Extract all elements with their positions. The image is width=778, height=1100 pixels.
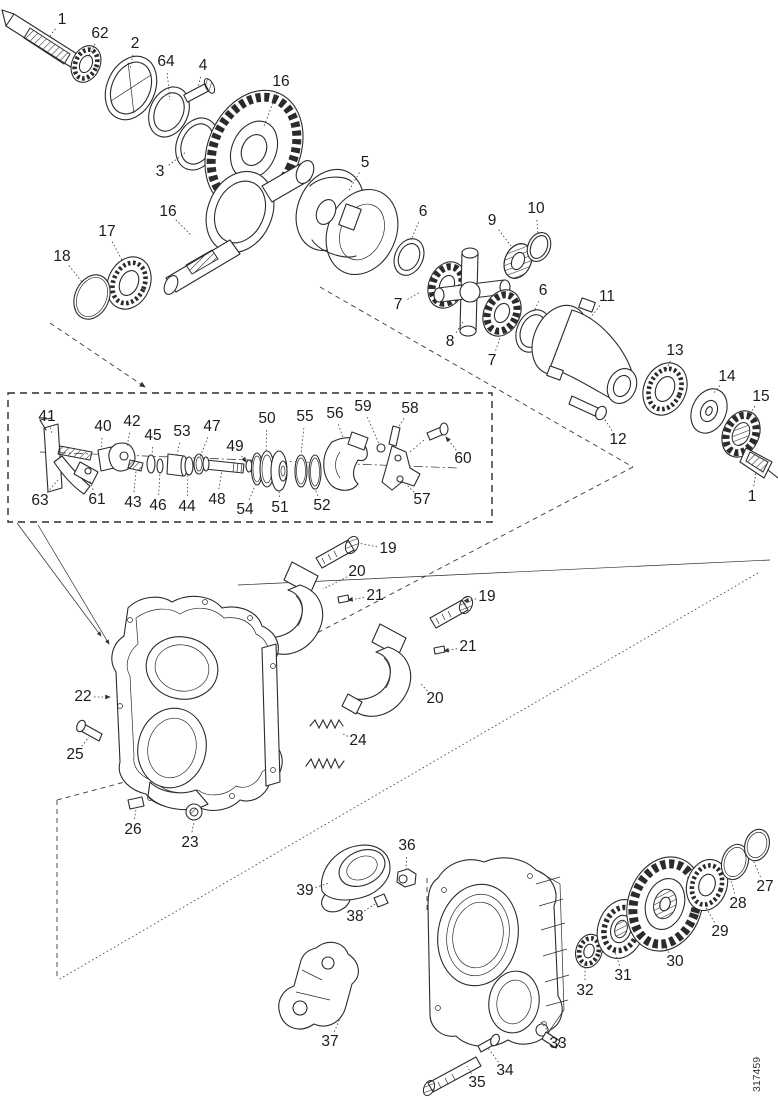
part-pin-21b (434, 646, 445, 654)
callout-38: 38 (346, 908, 364, 926)
part-bracket-37 (279, 942, 359, 1029)
callout-15: 15 (752, 388, 770, 406)
callout-23: 23 (181, 834, 199, 852)
callout-leader-54 (249, 486, 255, 500)
callout-29: 29 (711, 923, 729, 941)
callout-leader-28 (730, 878, 735, 893)
part-ring-55 (295, 455, 307, 487)
part-pinion-shaft-16 (161, 158, 317, 297)
part-bolt-60 (410, 423, 448, 452)
callout-leader-9 (499, 230, 511, 246)
callout-20: 20 (426, 690, 444, 708)
callout-3: 3 (155, 163, 165, 181)
callout-27: 27 (756, 878, 774, 896)
callout-44: 44 (178, 498, 196, 516)
callout-leader-50 (266, 430, 267, 452)
callout-leader-48 (219, 470, 222, 489)
part-pin-26 (128, 797, 144, 809)
callout-leader-7 (407, 292, 420, 299)
part-bearing-13 (635, 356, 695, 422)
callout-leader-34 (488, 1048, 498, 1062)
callout-64: 64 (157, 53, 175, 71)
callout-leader-58 (398, 418, 404, 428)
callout-14: 14 (718, 368, 736, 386)
callout-leader-27 (753, 860, 761, 877)
part-lever-57 (382, 446, 420, 490)
callout-leader-1 (50, 29, 55, 36)
callout-7: 7 (487, 352, 497, 370)
callout-16: 16 (159, 203, 177, 221)
callout-leader-60 (446, 437, 456, 450)
callout-31: 31 (614, 967, 632, 985)
callout-leader-19 (358, 543, 377, 547)
callout-2: 2 (130, 35, 140, 53)
callout-11: 11 (598, 288, 616, 306)
callout-58: 58 (401, 400, 419, 418)
callout-61: 61 (88, 491, 106, 509)
callout-19: 19 (379, 540, 397, 558)
callout-45: 45 (144, 427, 162, 445)
callout-17: 17 (98, 223, 116, 241)
part-plug-38 (374, 894, 388, 907)
callout-leader-21 (348, 598, 364, 600)
callout-26: 26 (124, 821, 142, 839)
callout-25: 25 (66, 746, 84, 764)
callout-53: 53 (173, 423, 191, 441)
callout-19: 19 (478, 588, 496, 606)
callout-51: 51 (271, 499, 289, 517)
part-bolt-19b (430, 594, 475, 628)
callout-40: 40 (94, 418, 112, 436)
callout-22: 22 (74, 688, 92, 706)
callout-12: 12 (609, 431, 627, 449)
part-pin-43 (128, 460, 143, 471)
callout-59: 59 (354, 398, 372, 416)
callout-21: 21 (459, 638, 477, 656)
callout-47: 47 (203, 418, 221, 436)
callout-41: 41 (38, 408, 56, 426)
callout-leader-56 (338, 424, 343, 438)
callout-60: 60 (454, 450, 472, 468)
callout-leader-24 (343, 734, 348, 736)
part-fork-20b (342, 624, 411, 716)
callout-7: 7 (393, 296, 403, 314)
part-pin-46 (157, 459, 163, 473)
callout-leader-20 (323, 577, 347, 589)
figure-code: 317459 (751, 1056, 763, 1092)
callout-36: 36 (398, 837, 416, 855)
callout-leader-38 (364, 904, 375, 911)
callout-62: 62 (91, 25, 109, 43)
part-ball-59 (377, 444, 385, 452)
callout-leader-59 (367, 417, 379, 444)
part-front-case-22 (112, 596, 282, 810)
callout-50: 50 (258, 410, 276, 428)
callout-leader-53 (177, 443, 180, 455)
part-washer-44 (185, 457, 193, 475)
part-washer-45 (147, 455, 155, 473)
callout-39: 39 (296, 882, 314, 900)
callout-leader-17 (112, 242, 123, 262)
callout-leader-7 (496, 338, 500, 351)
callout-leader-55 (301, 428, 304, 455)
callout-9: 9 (487, 212, 497, 230)
callout-1: 1 (747, 488, 757, 506)
callout-8: 8 (445, 333, 455, 351)
callout-52: 52 (313, 497, 331, 515)
part-plug-23 (186, 804, 202, 820)
callout-57: 57 (413, 491, 431, 509)
callout-42: 42 (123, 413, 141, 431)
callout-46: 46 (149, 497, 167, 515)
callout-55: 55 (296, 408, 314, 426)
callout-63: 63 (31, 492, 49, 510)
part-block-53 (167, 454, 187, 476)
part-output-shaft-stub (740, 448, 778, 478)
callout-leader-49 (242, 456, 246, 462)
part-rod-48 (203, 457, 244, 473)
part-bolt-12 (569, 396, 608, 421)
callout-35: 35 (468, 1074, 486, 1092)
callout-24: 24 (349, 732, 367, 750)
callout-leader-36 (406, 857, 407, 870)
callout-10: 10 (527, 200, 545, 218)
callout-5: 5 (360, 154, 370, 172)
callout-13: 13 (666, 342, 684, 360)
callout-56: 56 (326, 405, 344, 423)
part-rear-case-33 (428, 858, 569, 1047)
callout-6: 6 (418, 203, 428, 221)
callout-leader-16 (176, 220, 192, 236)
callout-32: 32 (576, 982, 594, 1000)
callout-16: 16 (272, 73, 290, 91)
part-ring-52 (309, 455, 321, 489)
callout-30: 30 (666, 953, 684, 971)
callout-18: 18 (53, 248, 71, 266)
part-pin-58 (389, 426, 400, 446)
callout-leader-26 (135, 809, 136, 819)
callout-48: 48 (208, 491, 226, 509)
callout-leader-21 (444, 649, 457, 651)
callout-20: 20 (348, 563, 366, 581)
callout-54: 54 (236, 501, 254, 519)
callout-21: 21 (366, 587, 384, 605)
part-fitting-36 (397, 869, 416, 887)
callout-leader-10 (537, 220, 538, 234)
callout-49: 49 (226, 438, 244, 456)
callout-leader-18 (69, 266, 82, 282)
part-pin-21a (338, 595, 349, 603)
callout-34: 34 (496, 1062, 514, 1080)
callout-leader-52 (315, 489, 318, 496)
callout-leader-46 (159, 472, 160, 495)
callout-leader-47 (200, 437, 208, 457)
callout-37: 37 (321, 1033, 339, 1051)
callout-leader-6 (411, 222, 419, 240)
callout-leader-1 (754, 472, 756, 486)
part-springs-24 (306, 720, 344, 768)
part-bolt-25 (75, 719, 102, 741)
callout-leader-44 (187, 473, 188, 496)
callout-6: 6 (538, 282, 548, 300)
callout-33: 33 (549, 1035, 567, 1053)
callout-leader-43 (134, 471, 136, 492)
callout-4: 4 (198, 57, 208, 75)
callout-43: 43 (124, 494, 142, 512)
part-bearing-62 (65, 41, 106, 87)
callout-leader-25 (82, 737, 89, 746)
callout-leader-40 (101, 438, 102, 450)
part-disc-51 (271, 451, 287, 491)
callout-28: 28 (729, 895, 747, 913)
callout-leader-12 (604, 418, 612, 431)
part-fork-56 (324, 432, 368, 490)
callout-1: 1 (57, 11, 67, 29)
callout-leader-23 (192, 821, 194, 832)
